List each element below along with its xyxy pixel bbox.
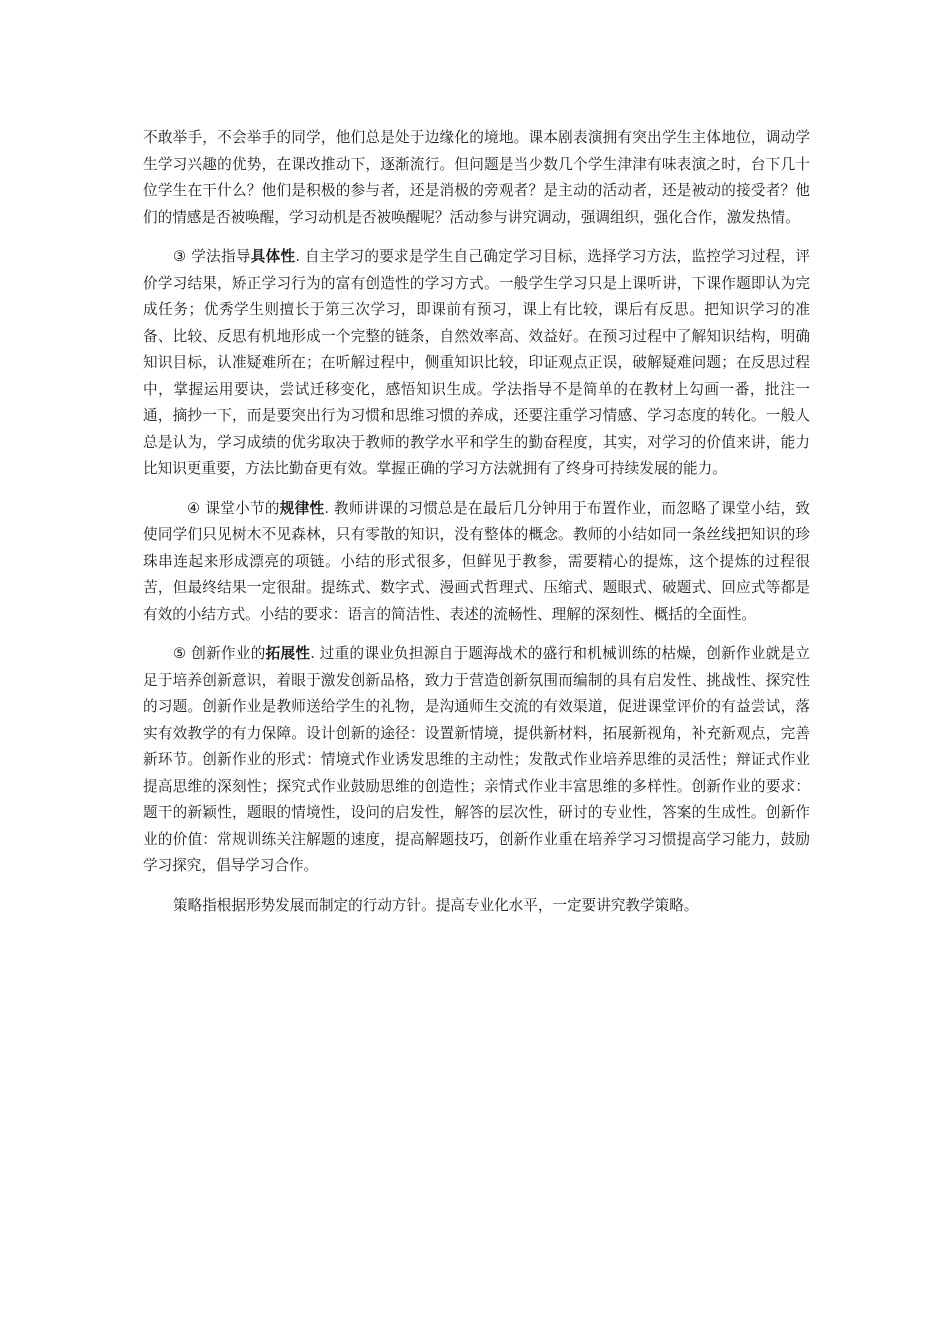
- paragraph-keyword: 规律性: [279, 499, 325, 517]
- paragraph-lead: ④ 课堂小节的: [187, 499, 280, 517]
- paragraph-keyword: 拓展性: [265, 645, 311, 662]
- paragraph-strategy: [143, 893, 810, 920]
- paragraph-keyword: 具体性: [250, 248, 296, 265]
- paragraph-classroom-drama: [143, 125, 810, 231]
- paragraph-text: . 过重的课业负担源自于题海战术的盛行和机械训练的枯燥，创新作业就是立足于培养创新意识，着眼于激发创新品格，致力于营造创新氛围而编制的具有启发性、挑战性、探究性的习题。创新作业是教师送给学生的礼物，是沟通师生交流的有效渠道，促进课堂评价的有益尝试，落实有效教学的有力保障。设计创新的途径：设置新情境，提供新材料，拓展新视角，补充新观点，完善新环节。创新作业的形式：情境式作业诱发思维的主动性；发散式作业培养思维的灵活性；辩证式作业提高思维的深刻性；探究式作业鼓励思维的创造性；亲情式作业丰富思维的多样性。创新作业的要求：题干的新颖性，题眼的情境性，设问的启发性，解答的层次性，研讨的专业性，答案的生成性。创新作业的价值：常规训练关注解题的速度，提高解题技巧，创新作业重在培养学习习惯提高学习能力，鼓励学习探究，倡导学习合作。: [143, 645, 810, 874]
- paragraph-text: 策略指根据形势发展而制定的行动方针。提高专业化水平，一定要讲究教学策略。: [173, 896, 699, 914]
- paragraph-class-summary: [143, 496, 810, 629]
- paragraph-lead: ③ 学法指导: [173, 248, 251, 265]
- paragraph-text: . 自主学习的要求是学生自己确定学习目标，选择学习方法，监控学习过程，评价学习结果，矫正学习行为的富有创造性的学习方式。一般学生学习只是上课听讲，下课作题即认为完成任务；优秀学生则擅长于第三次学习，即课前有预习，课上有比较，课后有反思。把知识学习的准备、比较、反思有机地形成一个完整的链条，自然效率高、效益好。在预习过程中了解知识结构，明确知识目标，认准疑难所在；在听解过程中，侧重知识比较，印证观点正误，破解疑难问题；在反思过程中，掌握运用要诀，尝试迁移变化，感悟知识生成。学法指导不是简单的在教材上勾画一番，批注一通，摘抄一下，而是要突出行为习惯和思维习惯的养成，还要注重学习情感、学习态度的转化。一般人总是认为，学习成绩的优劣取决于教师的教学水平和学生的勤奋程度，其实，对学习的价值来讲，能力比知识更重要，方法比勤奋更有效。掌握正确的学习方法就拥有了终身可持续发展的能力。: [143, 248, 810, 477]
- paragraph-text: 不敢举手，不会举手的同学，他们总是处于边缘化的境地。课本剧表演拥有突出学生主体地位，调动学生学习兴趣的优势，在课改推动下，逐渐流行。但问题是当少数几个学生津津有味表演之时，台下几十位学生在干什么？他们是积极的参与者，还是消极的旁观者？是主动的活动者，还是被动的接受者？他们的情感是否被唤醒，学习动机是否被唤醒呢？活动参与讲究调动，强调组织，强化合作，激发热情。: [143, 129, 810, 226]
- paragraph-text: . 教师讲课的习惯总是在最后几分钟用于布置作业，而忽略了课堂小结，致使同学们只见树木不见森林，只有零散的知识，没有整体的概念。教师的小结如同一条丝线把知识的珍珠串连起来形成漂亮的项链。小结的形式很多，但鲜见于教参，需要精心的提炼，这个提炼的过程很苦，但最终结果一定很甜。提练式、数字式、漫画式哲理式、压缩式、题眼式、破题式、回应式等都是有效的小结方式。小结的要求：语言的简洁性、表述的流畅性、理解的深刻性、概括的全面性。: [143, 499, 810, 623]
- paragraph-study-method-guidance: [143, 244, 810, 483]
- paragraph-innovative-homework: [143, 641, 810, 880]
- document-body: [143, 125, 810, 932]
- paragraph-lead: ⑤ 创新作业的: [173, 645, 266, 662]
